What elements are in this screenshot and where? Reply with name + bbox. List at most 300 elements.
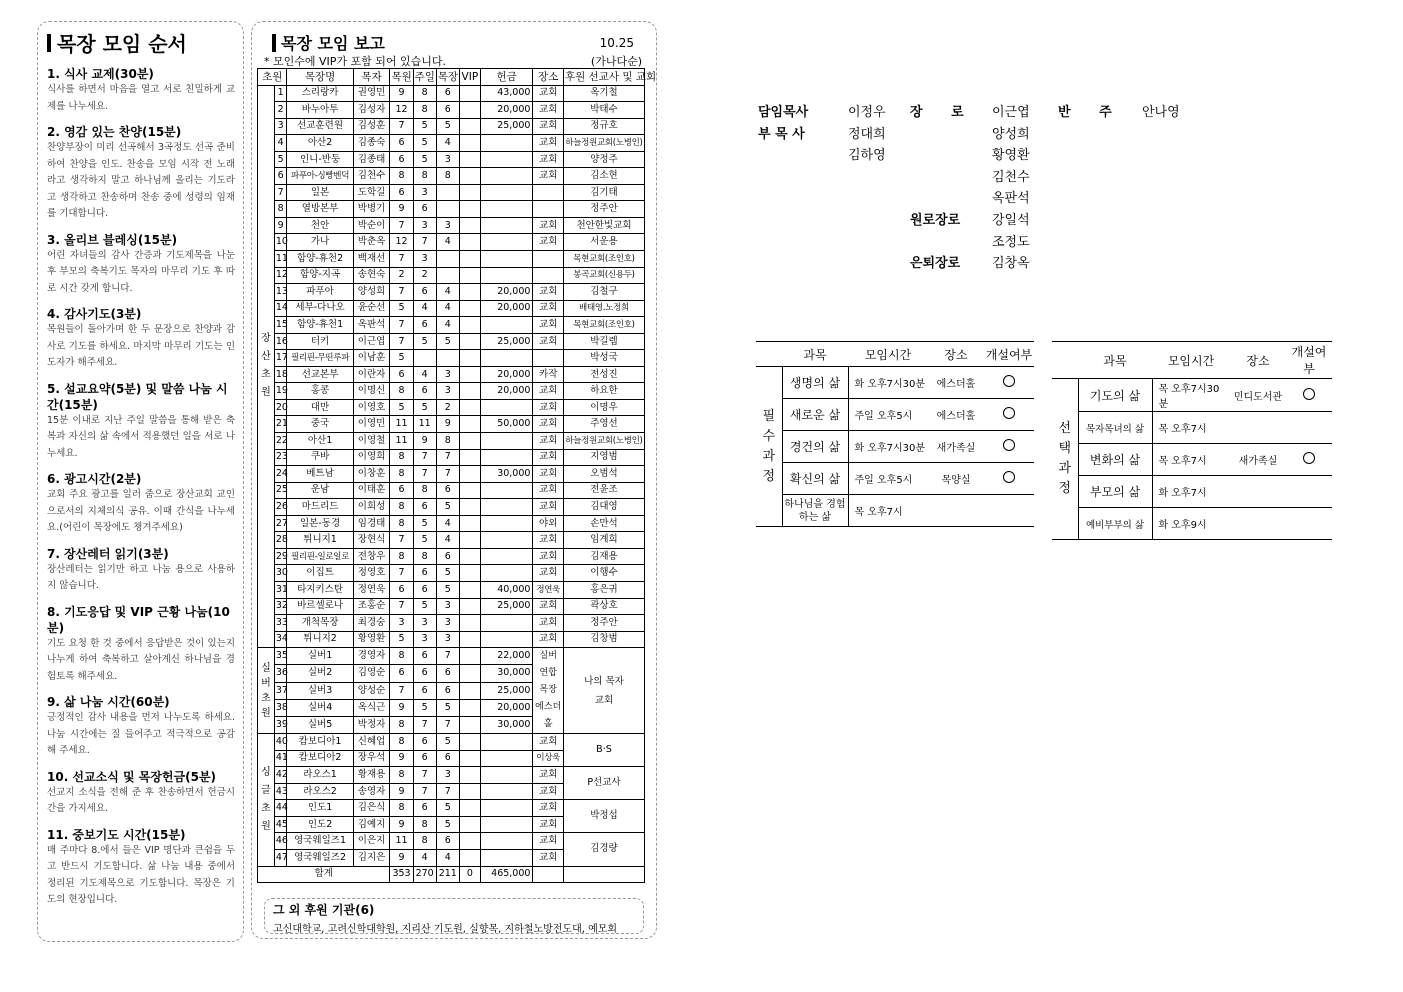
report-cell: 교회 [533,416,563,433]
report-cell [459,251,480,268]
report-cell: 인도1 [287,800,353,817]
report-cell: 46 [274,833,287,850]
report-cell: 11 [413,416,436,433]
report-cell: 8 [390,466,413,483]
report-row [258,184,645,201]
report-cell: 44 [274,800,287,817]
report-cell: 교회 [533,399,563,416]
course-row [1052,444,1332,476]
order-section-title: 2. 영감 있는 찬양(15분) [47,125,182,139]
report-cell: 영국웨일즈2 [287,849,353,866]
report-cell: 4 [436,300,459,317]
report-cell: 25,000 [480,682,533,699]
report-cell [459,665,480,682]
report-row [258,251,645,268]
report-cell [480,833,533,850]
support-box [264,898,644,934]
report-header-cell: VIP [459,69,480,86]
report-cell: 바르셀로나 [287,598,353,615]
open-circle-icon [1003,439,1015,451]
report-cell: 정규호 [563,118,644,135]
report-cell: 송영자 [353,783,390,800]
header-place: 장소 [1230,342,1286,379]
course-row [1052,508,1332,540]
staff-accompanist [1058,102,1180,124]
report-cell: 김재용 [563,548,644,565]
course-subject: 생명의 삶 [782,367,848,399]
report-row [258,532,645,549]
report-cell: 6 [390,665,413,682]
report-row [258,598,645,615]
report-header-cell: 초원 [258,69,287,86]
course-time: 화 오후9시 [1152,508,1230,540]
report-cell: 7 [436,716,459,733]
report-cell: 16 [274,333,287,350]
report-cell: 9 [413,433,436,450]
report-cell: 이집트 [287,565,353,582]
report-cell: 42 [274,767,287,784]
report-cell: 서운용 [563,234,644,251]
report-cell: 6 [413,750,436,767]
report-cell: 3 [413,631,436,648]
required-course-body [756,367,1034,527]
open-circle-icon [1003,471,1015,483]
report-row [258,800,645,817]
report-cell: 경영자 [353,648,390,665]
report-cell: 이남훈 [353,350,390,367]
order-section-title: 11. 중보기도 시간(15분) [47,827,186,842]
title-bar-icon [47,34,51,52]
report-cell: 스리랑카 [287,85,353,102]
report-cell [459,699,480,716]
report-cell: 박태수 [563,102,644,119]
order-section-title: 9. 삶 나눔 시간(60분) [47,695,170,709]
report-header-cell: 헌금 [480,69,533,86]
report-cell: 6 [436,548,459,565]
report-cell: 이창훈 [353,466,390,483]
report-cell: 양성희 [353,284,390,301]
report-row [258,581,645,598]
report-cell: 교회 [533,284,563,301]
report-row [258,482,645,499]
report-cell: 파푸아-싱빵벤덕 [287,168,353,185]
report-cell: 6 [413,734,436,751]
report-row [258,201,645,218]
report-cell: 6 [390,135,413,152]
report-cell: 8 [413,548,436,565]
report-cell: 24 [274,466,287,483]
report-cell: 4 [436,849,459,866]
report-cell: 교회 [533,598,563,615]
report-cell: 실버4 [287,699,353,716]
course-row [756,431,1034,463]
report-cell: 7 [274,184,287,201]
report-cell: 함양-지곡 [287,267,353,284]
report-cell: 목현교회(조인호) [563,317,644,334]
report-cell [480,800,533,817]
report-cell [480,399,533,416]
report-cell [459,300,480,317]
report-cell: 8 [390,168,413,185]
report-cell: 4 [274,135,287,152]
report-cell: 8 [390,383,413,400]
course-subject: 목자목녀의 삶 [1078,412,1152,444]
report-cell: 김종숙 [353,135,390,152]
header-time: 모임시간 [1152,342,1230,379]
course-place: 에스더홀 [928,399,984,431]
report-cell [480,151,533,168]
staff-elders [910,102,1030,275]
report-row [258,366,645,383]
report-cell: 옥판석 [353,317,390,334]
report-cell: 5 [413,118,436,135]
order-section-title: 10. 선교소식 및 목장헌금(5분) [47,769,217,784]
report-cell: 26 [274,499,287,516]
report-cell [459,350,480,367]
course-open-status [984,431,1034,463]
report-cell [459,816,480,833]
report-cell: 5 [413,399,436,416]
report-cell [459,168,480,185]
report-cell: 홍콩 [287,383,353,400]
report-cell: 11 [390,433,413,450]
report-cell: 4 [436,532,459,549]
course-category-label: 필 수 과 정 [756,367,782,527]
report-row [258,515,645,532]
course-subject: 부모의 삶 [1078,476,1152,508]
report-cell: 바누아투 [287,102,353,119]
report-cell: 8 [390,716,413,733]
report-cell [533,184,563,201]
report-cell [459,449,480,466]
report-cell: 교회 [533,482,563,499]
report-cell: 12 [390,234,413,251]
report-cell [480,767,533,784]
report-cell [459,201,480,218]
report-cell: 선교훈련원 [287,118,353,135]
report-cell: 이은지 [353,833,390,850]
report-cell: 3 [274,118,287,135]
report-cell: 5 [390,300,413,317]
retired-elder-name: 강일석 [992,212,1030,228]
report-cell: 8 [413,833,436,850]
report-cell [480,750,533,767]
report-cell: 3 [436,631,459,648]
report-cell: 목현교회(조인호) [563,251,644,268]
report-cell: 27 [274,515,287,532]
open-circle-icon [1003,407,1015,419]
total-empty-support [563,866,644,883]
report-cell: 김예지 [353,816,390,833]
report-cell [480,532,533,549]
report-cell: 장현식 [353,532,390,549]
report-cell [480,234,533,251]
course-open-status [1286,379,1332,412]
report-row [258,631,645,648]
report-cell: 6 [436,833,459,850]
report-cell: 23 [274,449,287,466]
report-cell: 37 [274,682,287,699]
report-cell: 세부-다나오 [287,300,353,317]
report-cell [459,85,480,102]
report-cell: 교회 [533,333,563,350]
report-cell: 캄보디아1 [287,734,353,751]
report-cell: 정연욱 [353,581,390,598]
report-cell: 최경숭 [353,615,390,632]
report-cell [480,317,533,334]
report-cell: 22,000 [480,648,533,665]
report-row [258,433,645,450]
single-support: B·S [563,734,644,767]
report-cell: 4 [413,300,436,317]
report-cell [459,333,480,350]
total-members: 353 [390,866,413,883]
report-cell [459,783,480,800]
course-open-status [984,495,1034,527]
report-cell: 교회 [533,85,563,102]
report-cell [459,482,480,499]
report-cell: 8 [436,433,459,450]
course-row [1052,412,1332,444]
total-mokjang: 211 [436,866,459,883]
report-cell: 튀니지2 [287,631,353,648]
report-cell: 교회 [533,631,563,648]
report-cell: 김영순 [353,665,390,682]
report-cell: 3 [413,251,436,268]
course-place: 에스더홀 [928,367,984,399]
report-cell: 33 [274,615,287,632]
course-row [756,463,1034,495]
support-list: 고신대학교, 고려신학대학원, 지리산 기도원, 실향목, 지하철노방전도대, 예모회 [273,924,618,935]
report-cell: 타지키스탄 [287,581,353,598]
course-time: 목 오후7시 [848,495,928,527]
report-cell: 30 [274,565,287,582]
report-cell: 7 [436,648,459,665]
report-row [258,466,645,483]
order-section-body: 기도 요청 한 것 중에서 응답받은 것이 있는지 나누게 하여 축복하고 살아계신 하나님을 경험토록 해주세요. [47,637,235,682]
report-cell: 4 [436,284,459,301]
report-cell [436,267,459,284]
report-row [258,734,645,751]
report-header-cell: 후원 선교사 및 교회 [563,69,644,86]
report-cell: 8 [390,548,413,565]
report-cell: 5 [436,699,459,716]
report-cell: 4 [413,849,436,866]
course-row [756,367,1034,399]
order-section-title: 4. 감사기도(3분) [47,307,142,321]
order-section-title: 1. 식사 교제(30분) [47,67,154,81]
report-cell: 필리핀-무띤루파 [287,350,353,367]
course-time: 화 오후7시 [1152,476,1230,508]
total-label: 합계 [258,866,390,883]
report-cell: 4 [436,234,459,251]
report-cell: 5 [436,333,459,350]
report-cell: 백재선 [353,251,390,268]
report-cell: 김천수 [353,168,390,185]
report-cell: 마드리드 [287,499,353,516]
report-cell: 6 [390,184,413,201]
report-cell: 교회 [533,317,563,334]
report-cell: 이희성 [353,499,390,516]
report-cell: 15 [274,317,287,334]
report-cell: 18 [274,366,287,383]
report-cell: 6 [413,284,436,301]
report-cell: 9 [390,849,413,866]
report-cell: 8 [390,499,413,516]
report-cell: 7 [390,317,413,334]
meeting-report-panel [251,21,657,939]
report-cell [480,499,533,516]
report-row [258,350,645,367]
report-cell: 6 [436,85,459,102]
report-row [258,548,645,565]
report-cell: 6 [413,317,436,334]
report-row [258,234,645,251]
elder-name: 옥판석 [992,191,1030,207]
report-cell [459,734,480,751]
report-cell: 이영호 [353,399,390,416]
report-cell: 6 [390,151,413,168]
report-cell: 7 [390,217,413,234]
report-cell: 옥식근 [353,699,390,716]
report-cell: 38 [274,699,287,716]
report-cell [459,234,480,251]
report-cell [459,151,480,168]
report-cell: 9 [390,783,413,800]
order-section-body: 매 주마다 8.에서 들은 VIP 명단과 큰쉼을 두고 반드시 기도합니다. 삶 나눔 내용 중에서 정리된 기도제목으로 기도합니다. 목장은 기도의 현장입니다. [47,844,235,905]
report-cell: 22 [274,433,287,450]
report-row [258,267,645,284]
order-section-body: 긍정적인 감사 내용을 먼저 나누도록 하세요. 나눔 시간에는 질 들어주고 적극적으로 공감해 주세요. [47,712,235,756]
order-section-title: 3. 올리브 블레싱(15분) [47,232,178,247]
course-open-status [1286,476,1332,508]
report-cell: 17 [274,350,287,367]
report-cell: 오범석 [563,466,644,483]
report-cell: 8 [413,816,436,833]
report-cell: 19 [274,383,287,400]
report-cell: 9 [390,699,413,716]
report-cell: 39 [274,716,287,733]
report-cell: 김종태 [353,151,390,168]
report-cell [459,284,480,301]
report-cell: 김성자 [353,102,390,119]
course-row [756,495,1034,527]
report-row [258,333,645,350]
report-cell: 8 [413,168,436,185]
report-cell [480,734,533,751]
report-header-cell: 목원 [390,69,413,86]
report-header-row [258,69,645,86]
report-cell: 6 [436,750,459,767]
report-cell: 선교본부 [287,366,353,383]
report-cell: 7 [390,251,413,268]
course-place [1230,412,1286,444]
single-support: 박정섭 [563,800,644,833]
report-cell: 32 [274,598,287,615]
report-cell [459,565,480,582]
open-circle-icon [1303,388,1315,400]
meeting-order-panel [37,21,244,942]
report-cell: 8 [390,449,413,466]
order-section-body: 15분 이내로 지난 주일 말씀을 통해 받은 축복과 자신의 삶 속에서 적용했던 일을 서로 나누세요. [47,414,235,459]
order-section-title: 6. 광고시간(2분) [47,472,142,486]
report-cell: 3 [436,151,459,168]
silver-place: 실버 연합 목장 에스더홀 [533,648,563,734]
report-cell: 6 [436,102,459,119]
course-subject: 변화의 삶 [1078,444,1152,476]
report-cell [480,135,533,152]
report-cell: 6 [390,581,413,598]
report-cell: 배태영.노정희 [563,300,644,317]
course-row [756,399,1034,431]
report-cell: 6 [413,383,436,400]
report-cell: 7 [390,118,413,135]
report-cell: 5 [413,135,436,152]
report-cell [533,251,563,268]
report-cell: 40,000 [480,581,533,598]
report-row [258,284,645,301]
report-cell [436,201,459,218]
report-body [258,85,645,883]
report-cell: 야외 [533,515,563,532]
report-cell: 교회 [533,300,563,317]
report-cell: 8 [413,102,436,119]
report-cell: 박병기 [353,201,390,218]
report-cell: 교회 [533,135,563,152]
report-cell: 김기태 [563,184,644,201]
report-row [258,565,645,582]
report-cell: 인니-반둥 [287,151,353,168]
course-time: 주일 오후5시 [848,463,928,495]
report-cell: 4 [436,135,459,152]
report-cell: 정연욱 [533,581,563,598]
report-cell: 6 [413,565,436,582]
report-cell: 교회 [533,217,563,234]
header-open: 개설여부 [1286,342,1332,379]
report-cell: 3 [436,598,459,615]
report-cell: 권영민 [353,85,390,102]
report-cell: 6 [436,482,459,499]
report-cell: 실버2 [287,665,353,682]
report-row [258,300,645,317]
order-section-title: 8. 기도응답 및 VIP 근황 나눔(10분) [47,604,230,635]
report-cell: 하늘정원교회(노병인) [563,135,644,152]
report-cell: 7 [390,682,413,699]
report-cell: 파푸아 [287,284,353,301]
total-vip: 0 [459,866,480,883]
report-cell: 아산2 [287,135,353,152]
report-header-cell: 목장명 [287,69,353,86]
report-cell: 28 [274,532,287,549]
report-cell: 튀니지1 [287,532,353,549]
course-header-row [756,342,1034,367]
report-cell: 8 [390,648,413,665]
report-cell: 이영철 [353,433,390,450]
course-subject: 경건의 삶 [782,431,848,463]
report-cell: 실버1 [287,648,353,665]
report-cell [459,433,480,450]
report-cell [480,615,533,632]
elder-names [992,102,1030,275]
report-cell [480,816,533,833]
header-open: 개설여부 [984,342,1034,367]
report-cell: 김철구 [563,284,644,301]
report-cell: 함양-휴천1 [287,317,353,334]
report-cell: 25,000 [480,598,533,615]
report-cell: 43,000 [480,85,533,102]
report-cell: 30,000 [480,716,533,733]
course-time: 화 오후7시30분 [848,367,928,399]
